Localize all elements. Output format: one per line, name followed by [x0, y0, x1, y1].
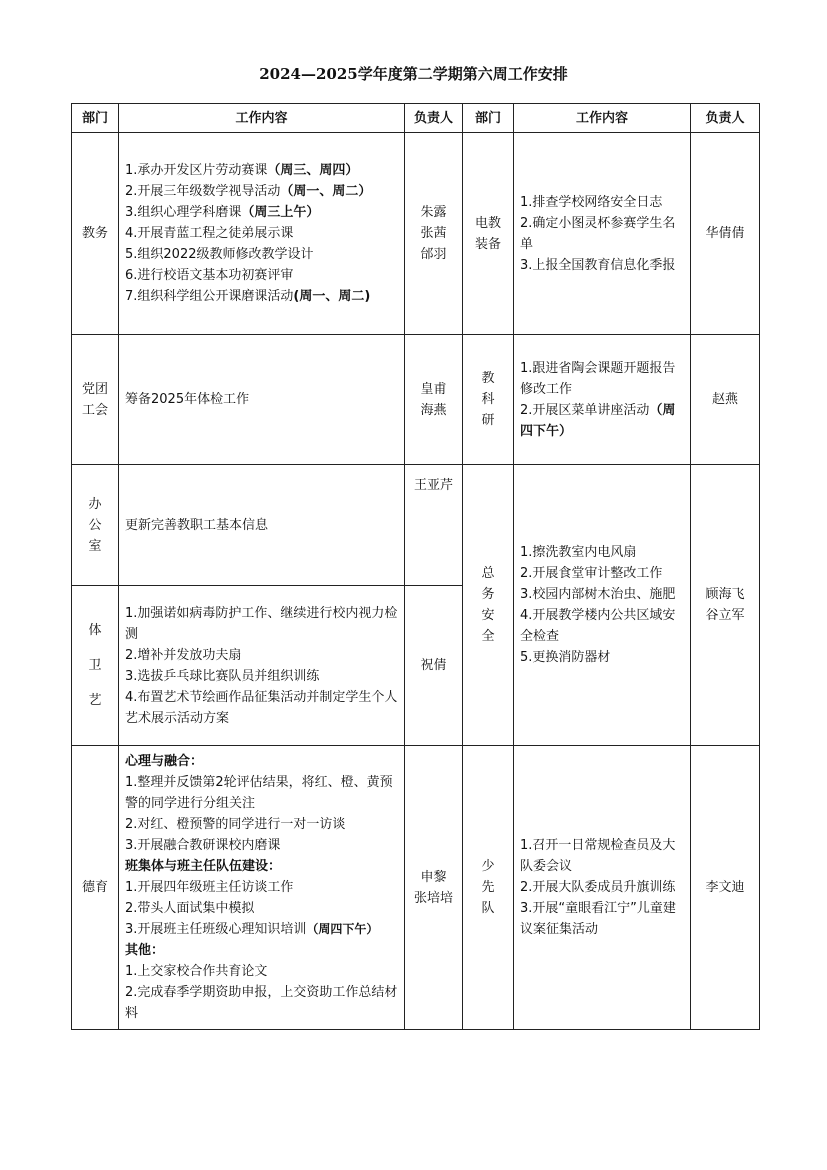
dept-deyu: 德育 [72, 746, 119, 1030]
section-heading: 心理与融合： [125, 754, 204, 769]
table-row [72, 133, 760, 335]
list-item: 7.组织科学组公开课磨课活动(周一、周二) [125, 289, 371, 304]
list-item: 1.擦洗教室内电风扇 [520, 545, 637, 560]
list-item: 6.进行校语文基本功初赛评审 [125, 268, 294, 283]
table-row [72, 335, 760, 465]
list-item: 1.排查学校网络安全日志 [520, 194, 663, 210]
list-item: 4.开展教学楼内公共区域安全检查 [520, 608, 676, 644]
dept-jiaowu: 教务 [72, 133, 119, 335]
list-item: 3.开展融合教研课校内磨课 [125, 838, 281, 853]
dept-tiweiyi: 体 卫 艺 [72, 586, 119, 746]
content-deyu [119, 746, 405, 1030]
resp-tiweiyi: 祝倩 [405, 586, 463, 746]
schedule-table [71, 103, 760, 1030]
header-row [72, 104, 760, 133]
header-dept: 部门 [72, 104, 119, 133]
list-item: 5.组织2022级教师修改教学设计 [125, 247, 314, 262]
content-shaoxian [514, 746, 691, 1030]
resp-zongwu: 顾海飞 谷立军 [691, 465, 760, 746]
list-item: 1.跟进省陶会课题开题报告修改工作 [520, 360, 676, 397]
header-resp: 负责人 [405, 104, 463, 133]
dept-dangtuan: 党团 工会 [72, 335, 119, 465]
header-content: 工作内容 [119, 104, 405, 133]
list-item: 2.开展三年级数学视导活动（周一、周二） [125, 184, 372, 199]
content-jiaowu [119, 133, 405, 335]
list-item: 3.开展“童眼看江宁”儿童建议案征集活动 [520, 901, 676, 937]
section-heading: 班集体与班主任队伍建设： [125, 859, 282, 874]
list-item: 2.对红、橙预警的同学进行一对一访谈 [125, 817, 346, 832]
list-item: 1.上交家校合作共育论文 [125, 964, 268, 979]
resp-dangtuan: 皇甫 海燕 [405, 335, 463, 465]
list-item: 1.开展四年级班主任访谈工作 [125, 880, 294, 895]
dept-diaojiao: 电教 装备 [463, 133, 514, 335]
list-item: 3.上报全国教育信息化季报 [520, 257, 676, 273]
list-item: 3.选拔乒乓球比赛队员并组织训练 [125, 668, 320, 684]
list-item: 1.召开一日常规检查员及大队委会议 [520, 838, 676, 874]
content-zongwu [514, 465, 691, 746]
list-item: 2.确定小图灵杯参赛学生名单 [520, 215, 676, 252]
list-item: 3.校园内部树木治虫、施肥 [520, 587, 676, 602]
list-item: 2.增补并发放功夫扇 [125, 647, 242, 663]
resp-bangongshi: 王亚芹 [405, 465, 463, 586]
list-item: 1.整理并反馈第2轮评估结果，将红、橙、黄预警的同学进行分组关注 [125, 775, 393, 811]
list-item: 3.组织心理学科磨课（周三上午） [125, 205, 320, 220]
header-content-2: 工作内容 [514, 104, 691, 133]
list-item: 2.开展食堂审计整改工作 [520, 566, 663, 581]
resp-shaoxian: 李文迪 [691, 746, 760, 1030]
dept-jiaokeyan: 教 科 研 [463, 335, 514, 465]
dept-bangongshi: 办 公 室 [72, 465, 119, 586]
dept-zongwu: 总 务 安 全 [463, 465, 514, 746]
list-item: 5.更换消防器材 [520, 650, 611, 665]
resp-diaojiao: 华倩倩 [691, 133, 760, 335]
header-dept-2: 部门 [463, 104, 514, 133]
page-title: 2024—2025学年度第二学期第六周工作安排 [259, 65, 568, 83]
content-bangongshi: 更新完善教职工基本信息 [119, 465, 405, 586]
content-jiaokeyan [514, 335, 691, 465]
list-item: 1.承办开发区片劳动赛课（周三、周四） [125, 163, 359, 178]
resp-jiaokeyan: 赵燕 [691, 335, 760, 465]
resp-jiaowu: 朱露 张茜 邰羽 [405, 133, 463, 335]
list-item: 2.开展区菜单讲座活动（周四下午） [520, 402, 676, 439]
table-row [72, 465, 760, 586]
list-item: 4.开展青蓝工程之徒弟展示课 [125, 226, 294, 241]
list-item: 2.带头人面试集中模拟 [125, 901, 255, 916]
header-resp-2: 负责人 [691, 104, 760, 133]
list-item: 3.开展班主任班级心理知识培训（周四下午） [125, 922, 379, 937]
list-item: 4.布置艺术节绘画作品征集活动并制定学生个人艺术展示活动方案 [125, 689, 398, 726]
list-item: 1.加强诺如病毒防护工作、继续进行校内视力检测 [125, 605, 398, 642]
dept-shaoxian: 少 先 队 [463, 746, 514, 1030]
list-item: 2.完成春季学期资助申报，上交资助工作总结材料 [125, 985, 398, 1021]
resp-deyu: 申黎 张培培 [405, 746, 463, 1030]
table-row [72, 746, 760, 1030]
section-heading: 其他： [125, 943, 165, 958]
content-tiweiyi [119, 586, 405, 746]
content-dangtuan: 筹备2025年体检工作 [119, 335, 405, 465]
list-item: 2.开展大队委成员升旗训练 [520, 880, 676, 895]
content-diaojiao [514, 133, 691, 335]
